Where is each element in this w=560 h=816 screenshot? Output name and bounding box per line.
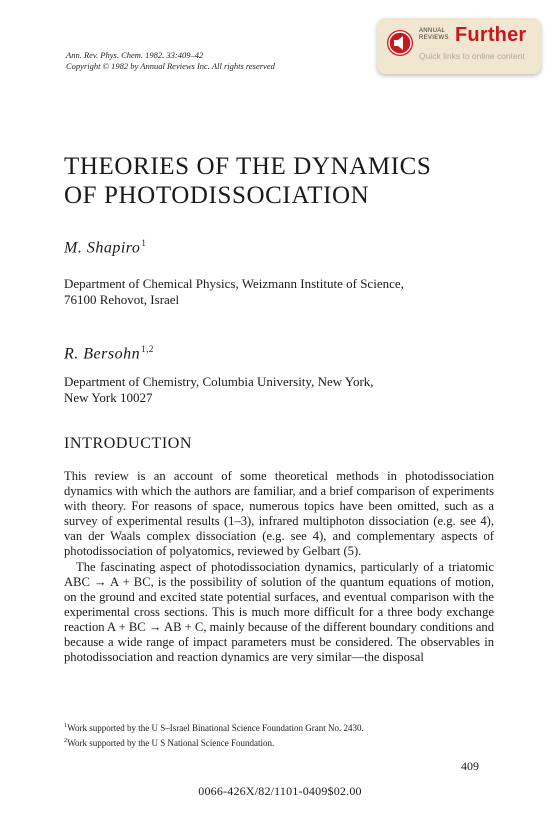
footnote: [64, 720, 504, 735]
body-paragraph: This review is an account of some theoretical methods in photodissociation dynamics with which the authors are familiar, and a brief comparison of experiments with theory. For reasons of space, numerous topics have been omitted, such as a survey of experimental results (1–3), infrared multiphoton dissociation (e.g. see 4), van der Waals complex dissociation (e.g. see 4), and complementary aspects of photodissociation of polyatomics, reviewed by Gelbart (5).: [64, 469, 494, 559]
footnote: [64, 735, 504, 750]
article-code: 0066-426X/82/1101-0409$02.00: [198, 784, 362, 798]
affiliation-line: Department of Chemical Physics, Weizmann Institute of Science,: [64, 276, 404, 291]
author-footnote-mark: 1,2: [141, 344, 154, 354]
title-line: OF PHOTODISSOCIATION: [64, 182, 370, 209]
badge-annual-text: ANNUAL: [419, 28, 446, 34]
body-paragraph: The fascinating aspect of photodissociation dynamics, particularly of a triatomic ABC → A + BC, is the possibility of solution of the quantum equations of motion, on the ground and excited state potential surfaces, and eventual comparison with the experimental cross sections. This is much more difficult for a three body exchange reaction A + BC → AB + C, mainly because of the different boundary conditions and because a wide range of impact parameters must be considered. The observables in photodissociation and reaction dynamics are very similar—the disposal: [64, 559, 494, 665]
speaker-icon: [387, 30, 413, 56]
author-name-text: M. Shapiro: [64, 239, 141, 257]
author-name: [64, 238, 146, 257]
badge-reviews-text: REVIEWS: [419, 35, 449, 41]
author-name-text: R. Bersohn: [64, 345, 141, 363]
section-heading: INTRODUCTION: [64, 435, 193, 452]
author-affiliation: [64, 276, 404, 308]
badge-publisher: [419, 28, 449, 42]
author-affiliation: [64, 374, 374, 406]
footnote-mark: 1: [64, 722, 68, 729]
affiliation-line: 76100 Rehovot, Israel: [64, 292, 180, 307]
annual-reviews-further-badge[interactable]: [377, 18, 541, 74]
badge-tagline: Quick links to online content: [419, 51, 525, 61]
footnote-text: Work supported by the U S National Science Foundation.: [67, 737, 275, 748]
journal-citation: [66, 50, 275, 72]
footnote-mark: 2: [64, 736, 68, 744]
footnote-text: Work supported by the U S–Israel Binational Science Foundation Grant No. 2430.: [67, 723, 364, 733]
affiliation-line: Department of Chemistry, Columbia University, New York,: [64, 374, 374, 389]
author-footnote-mark: 1: [141, 238, 147, 248]
title-line: THEORIES OF THE DYNAMICS: [64, 153, 432, 180]
badge-further-text: Further: [455, 24, 527, 46]
journal-citation-line: Ann. Rev. Phys. Chem. 1982. 33:409–42: [66, 50, 204, 60]
footnotes: [64, 720, 504, 749]
copyright-line: Copyright © 1982 by Annual Reviews Inc. All rights reserved: [66, 61, 275, 71]
article-body: [64, 469, 494, 665]
affiliation-line: New York 10027: [64, 390, 153, 405]
author-name: [64, 344, 154, 363]
page-number: 409: [461, 759, 479, 773]
article-title: [64, 152, 431, 210]
